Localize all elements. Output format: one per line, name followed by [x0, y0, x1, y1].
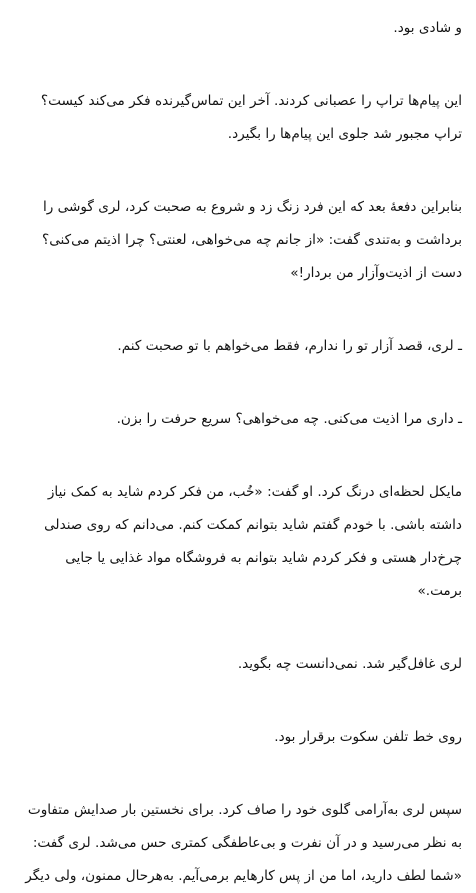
text-line: مایکل لحظه‌ای درنگ کرد. او گفت: «خُب، من فکر کردم شاید به کمک نیاز	[47, 484, 462, 500]
text-line: ـ لری، قصد آزار تو را ندارم، فقط می‌خواهم با تو صحبت کنم.	[117, 338, 462, 354]
text-line: به نظر می‌رسید و در آن نفرت و بی‌عاطفگی کمتری حس می‌شد. لری گفت:	[32, 835, 462, 851]
text-line: چرخ‌دار هستی و فکر کردم شاید بتوانم به فروشگاه مواد غذایی یا جایی	[65, 550, 462, 566]
paragraph-8	[16, 721, 462, 754]
paragraph-3	[16, 191, 462, 290]
text-line: لری غافل‌گیر شد. نمی‌دانست چه بگوید.	[237, 656, 462, 672]
paragraph-2	[16, 85, 462, 151]
text-line: «شما لطف دارید، اما من از پس کارهایم برمی‌آیم. به‌هرحال ممنون، ولی دیگر	[25, 868, 462, 884]
text-line: این پیام‌ها تراپ را عصبانی کردند. آخر این تماس‌گیرنده فکر می‌کند کیست؟	[40, 93, 462, 109]
text-line: تراپ مجبور شد جلوی این پیام‌ها را بگیرد.	[227, 126, 462, 142]
text-line: دست از اذیت‌وآزار من بردار!»	[290, 265, 462, 281]
text-line: برداشت و به‌تندی گفت: «از جانم چه می‌خواهی، لعنتی؟ چرا اذیتم می‌کنی؟	[41, 232, 462, 248]
text-line: سپس لری به‌آرامی گلوی خود را صاف کرد. برای نخستین بار صدایش متفاوت	[27, 802, 462, 818]
paragraph-1	[16, 12, 462, 45]
text-line: بنابراین دفعهٔ بعد که این فرد زنگ زد و شروع به صحبت کرد، لری گوشی را	[43, 199, 462, 215]
paragraph-6	[16, 476, 462, 608]
text-line: داشته باشی. با خودم گفتم شاید بتوانم کمکت کنم. می‌دانم که روی صندلی	[44, 517, 462, 533]
paragraph-7	[16, 648, 462, 681]
paragraph-5	[16, 403, 462, 436]
paragraph-4	[16, 330, 462, 363]
paragraph-9	[16, 794, 462, 893]
text-line: روی خط تلفن سکوت برقرار بود.	[274, 729, 462, 745]
text-line: برمت.»	[417, 583, 462, 599]
text-line: و شادی بود.	[393, 20, 462, 36]
text-line: ـ داری مرا اذیت می‌کنی. چه می‌خواهی؟ سریع حرفت را بزن.	[116, 411, 462, 427]
